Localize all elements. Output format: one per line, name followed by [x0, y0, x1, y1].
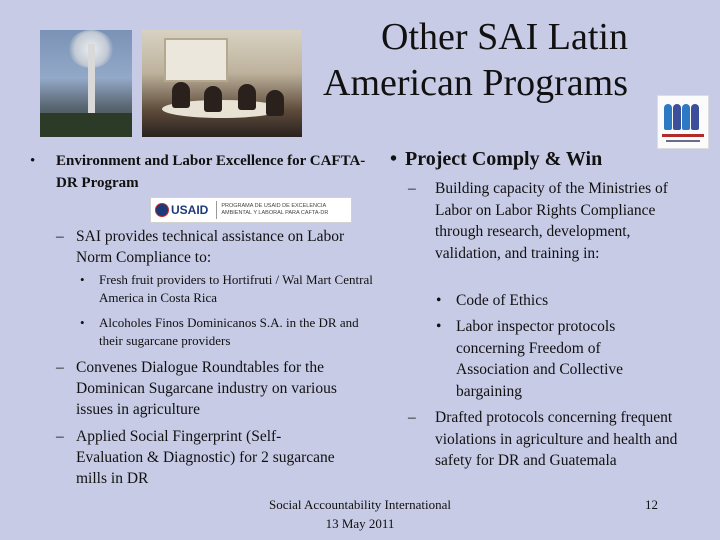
dash-marker: – [408, 409, 416, 426]
bullet-marker: • [390, 148, 398, 170]
meeting-person [172, 82, 190, 108]
left-item-2 [56, 357, 376, 420]
usaid-program-line1: PROGRAMA DE USAID DE EXCELENCIA [221, 203, 327, 209]
left-subitem-2 [80, 314, 375, 350]
sub-bullet-marker: • [436, 318, 442, 335]
usaid-seal-icon [155, 203, 169, 217]
usaid-logo [150, 197, 352, 223]
logo-figure [664, 104, 672, 130]
usaid-program-line2: AMBIENTAL Y LABORAL PARA CAFTA-DR [221, 210, 329, 216]
meeting-person [266, 90, 284, 116]
logo-caption-bar [666, 140, 700, 142]
dash-marker: – [56, 359, 64, 376]
usaid-wordmark-text: USAID [171, 203, 209, 217]
page-number: 12 [645, 497, 658, 512]
left-column [30, 150, 375, 194]
left-item-2-text: Convenes Dialogue Roundtables for the Dominican Sugarcane industry on various issues in agriculture [76, 359, 337, 418]
usaid-program-name [221, 203, 328, 217]
partner-logo [657, 95, 709, 149]
meeting-photo [142, 30, 302, 137]
right-heading [390, 146, 602, 172]
left-item-3-text: Applied Social Fingerprint (Self-Evaluation & Diagnostic) for 2 sugarcane mills in DR [76, 428, 335, 487]
right-subitem-2-text: Labor inspector protocols concerning Freedom of Association and Collective bargaining [456, 318, 624, 400]
footer-date: 13 May 2011 [325, 516, 395, 531]
logo-bar [662, 134, 704, 137]
left-item-3 [56, 426, 341, 489]
right-heading-text: Project Comply & Win [405, 148, 603, 170]
left-item-1-text: SAI provides technical assistance on Labor Norm Compliance to: [76, 228, 345, 266]
meeting-window [164, 38, 228, 82]
meeting-person [204, 86, 222, 112]
slide-title-line2: American Programs [323, 62, 628, 104]
left-heading [30, 150, 375, 194]
bullet-marker: • [30, 153, 36, 169]
photo-ground [40, 113, 132, 137]
logo-figure [682, 104, 690, 130]
smokestack-photo [40, 30, 132, 137]
right-item-2 [408, 407, 693, 472]
meeting-person [238, 84, 256, 110]
right-subitem-2 [436, 316, 666, 402]
right-item-1 [408, 178, 693, 264]
slide-footer [260, 495, 460, 533]
left-subitem-1 [80, 271, 375, 307]
usaid-wordmark [151, 203, 212, 217]
right-subitem-1 [436, 290, 666, 312]
usaid-divider [216, 201, 217, 219]
left-subitem-2-text: Alcoholes Finos Dominicanos S.A. in the DR and their sugarcane providers [99, 315, 359, 348]
dash-marker: – [408, 180, 416, 197]
sub-bullet-marker: • [80, 272, 85, 287]
dash-marker: – [56, 228, 64, 245]
logo-figure [691, 104, 699, 130]
slide-title-line1: Other SAI Latin [381, 16, 628, 58]
sub-bullet-marker: • [436, 292, 442, 309]
dash-marker: – [56, 428, 64, 445]
left-subitem-1-text: Fresh fruit providers to Hortifruti / Wal Mart Central America in Costa Rica [99, 272, 373, 305]
left-heading-text: Environment and Labor Excellence for CAFTA-DR Program [56, 153, 366, 191]
right-item-2-text: Drafted protocols concerning frequent violations in agriculture and health and safety for DR and Guatemala [435, 409, 678, 469]
right-item-1-text: Building capacity of the Ministries of Labor on Labor Rights Compliance through research, development, validation, and training in: [435, 180, 668, 262]
right-subitem-1-text: Code of Ethics [456, 292, 549, 309]
left-item-1 [56, 226, 376, 268]
sub-bullet-marker: • [80, 315, 85, 330]
footer-org: Social Accountability International [269, 497, 451, 512]
logo-figure [673, 104, 681, 130]
